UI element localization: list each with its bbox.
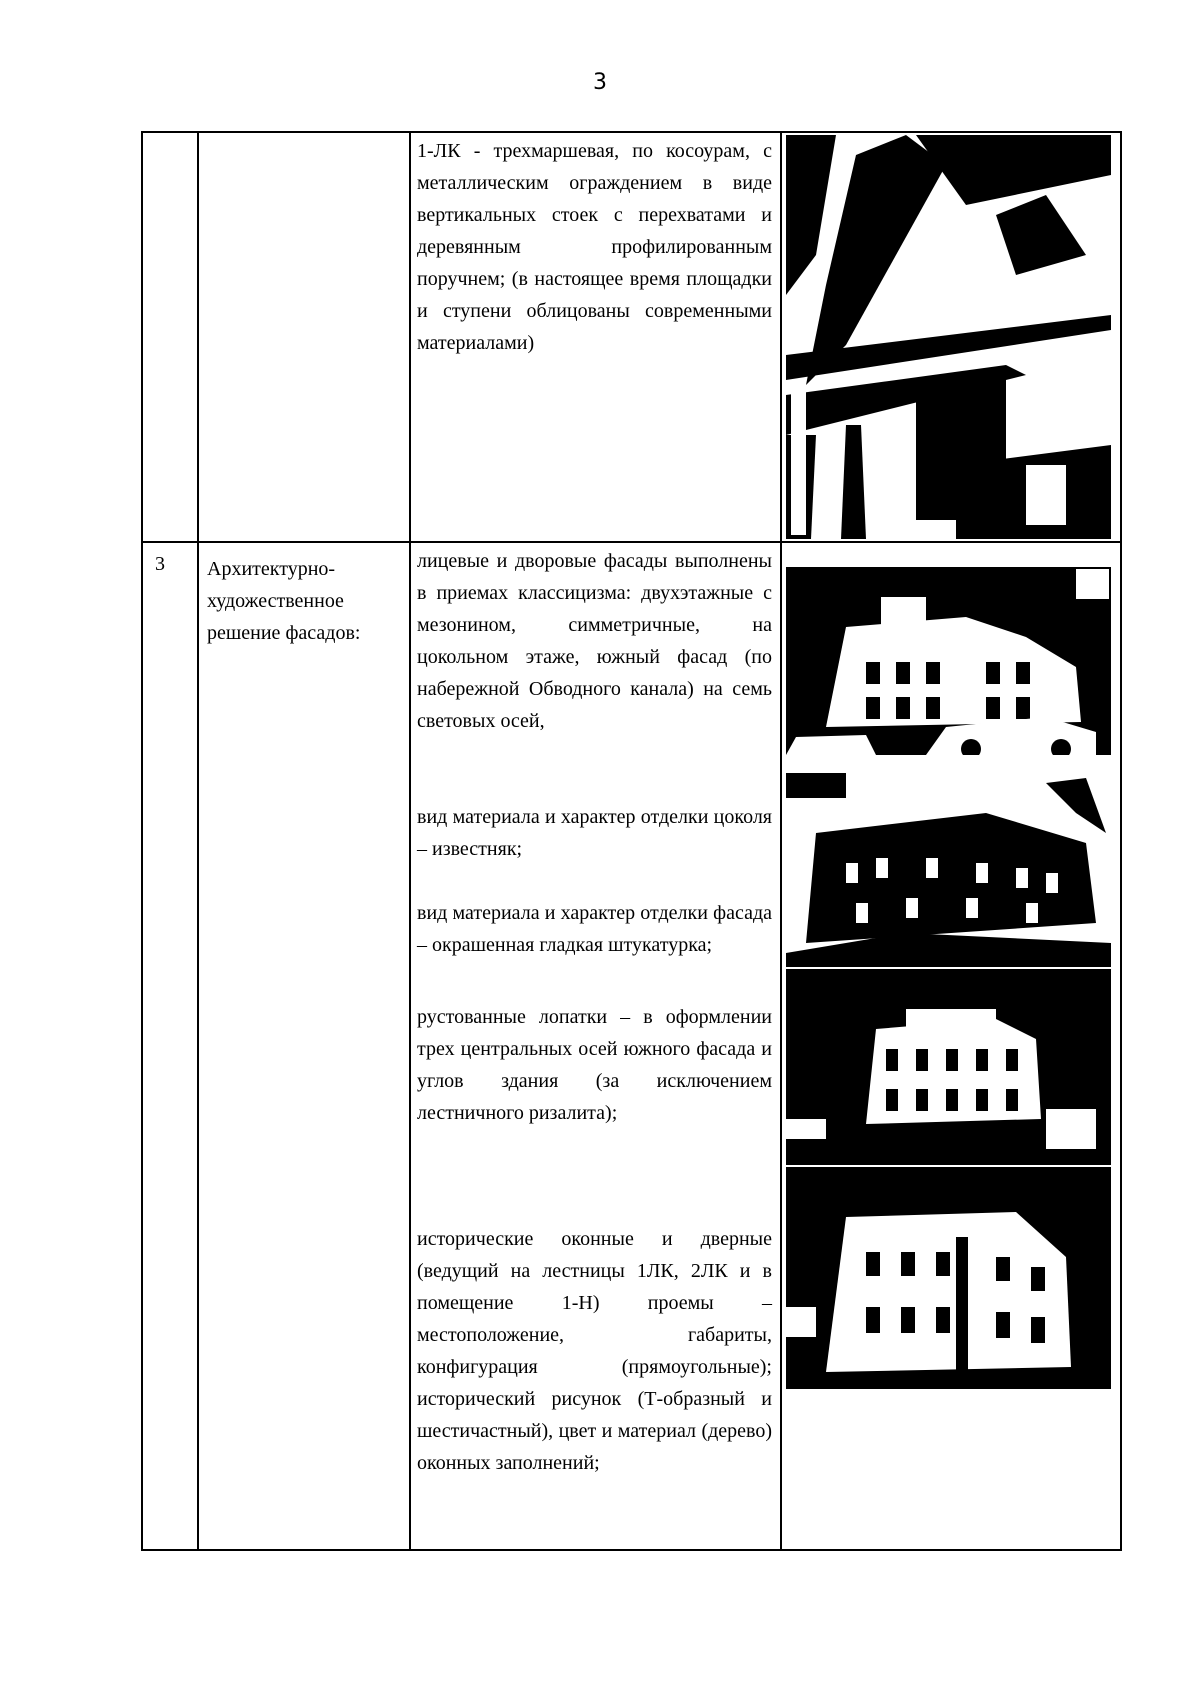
page-number: 3 (593, 70, 607, 95)
document-table (141, 131, 1122, 1551)
facade-item-pilasters: рустованные лопатки – в оформлении трех центральных осей южного фасада и углов здания (за исключением лестничного ризалита); (417, 1006, 772, 1124)
facade-item-openings: исторические оконные и дверные (ведущий на лестницы 1ЛК, 2ЛК и в помещение 1-Н) проемы – местоположение, габариты, конфигурация (прямоугольные); исторический рисунок (Т-образный и шестичастный), цвет и материал (дерево) оконных заполнений; (417, 1228, 772, 1474)
facade-photo-4 (786, 1167, 1111, 1389)
column-divider-1 (197, 133, 199, 1549)
row-number: 3 (155, 553, 165, 575)
facade-item-style: лицевые и дворовые фасады выполнены в приемах классицизма: двухэтажные с мезонином, симметричные, на цокольном этаже, южный фасад (по набережной Обводного канала) на семь световых осей, (417, 550, 772, 732)
stairs-description: 1-ЛК - трехмаршевая, по косоурам, с металлическим ограждением в виде вертикальных стоек с перехватами и деревянным профилированным поручнем; (в настоящее время площадки и ступени облицованы современными материалами) (417, 140, 772, 354)
facade-photo-2 (786, 773, 1111, 967)
facade-photo-3 (786, 969, 1111, 1165)
stairs-photo (786, 135, 1111, 539)
facade-item-finish: вид материала и характер отделки фасада – окрашенная гладкая штукатурка; (417, 902, 772, 956)
column-divider-3 (780, 133, 782, 1549)
facade-item-plinth: вид материала и характер отделки цоколя – известняк; (417, 806, 772, 860)
column-divider-2 (409, 133, 411, 1549)
facade-photo-1 (786, 567, 1111, 755)
section-title: Архитектурно-художественное решение фасадов: (207, 558, 361, 644)
row-divider (143, 541, 1120, 543)
